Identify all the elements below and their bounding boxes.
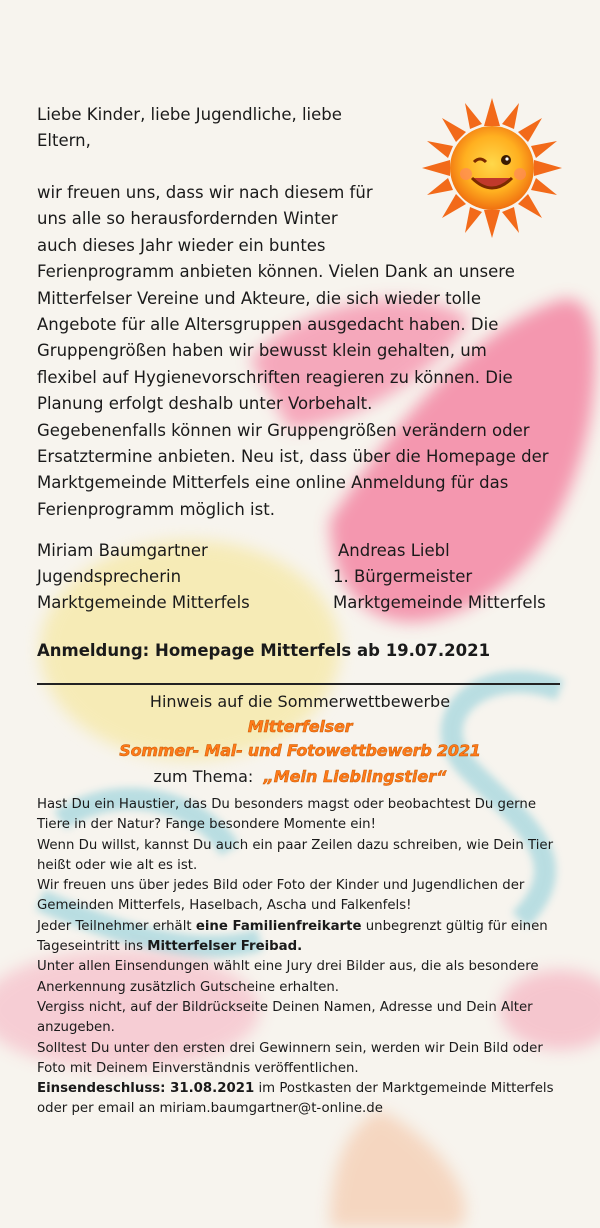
contest-line: Wenn Du willst, kannst Du auch ein paar Zeilen dazu schreiben, wie Dein Tier [37, 837, 554, 853]
signature-org: Marktgemeinde Mitterfels [333, 593, 546, 612]
contest-line: heißt oder wie alt es ist. [37, 857, 198, 873]
paragraph-line: Planung erfolgt deshalb unter Vorbehalt. [37, 394, 373, 414]
contest-line-text: Jeder Teilnehmer erhält [37, 918, 196, 934]
signature-left [37, 538, 250, 616]
contest-line-bold: eine Familienfreikarte [195, 918, 362, 934]
paragraph-line: auch dieses Jahr wieder ein buntes [37, 235, 326, 255]
contest-topic [0, 767, 600, 786]
paragraph-line: wir freuen uns, dass wir nach diesem für [37, 183, 373, 202]
paragraph-line: Ferienprogramm anbieten können. Vielen Dank an unsere [37, 262, 515, 282]
contest-line: anzugeben. [37, 1020, 115, 1036]
topic-title: „Mein Lieblingstier“ [263, 767, 447, 786]
contest-title-line1: Mitterfelser [247, 717, 353, 736]
contest-heading: Hinweis auf die Sommerwettbewerbe [149, 692, 451, 711]
contest-line [37, 917, 592, 937]
greeting-line: Liebe Kinder, liebe Jugendliche, liebe [37, 105, 342, 124]
contest-line-text: Tageseintritt ins [37, 939, 148, 955]
contest-line-bold: Einsendeschluss: 31.08.2021 [37, 1081, 255, 1097]
divider [37, 683, 560, 685]
contest-line: Solltest Du unter den ersten drei Gewinnern sein, werden wir Dein Bild oder [37, 1040, 543, 1056]
intro-paragraph [37, 180, 572, 523]
contest-line: Gemeinden Mitterfels, Haselbach, Ascha und Falkenfels! [37, 898, 412, 914]
signature-right [333, 538, 546, 616]
paragraph-line: Angebote für alle Altersgruppen ausgedacht haben. Die [37, 315, 499, 335]
paragraph-line: Gegebenenfalls können wir Gruppengrößen verändern oder [37, 420, 530, 440]
contest-line: Wir freuen uns über jedes Bild oder Foto der Kinder und Jugendlichen der [37, 878, 525, 894]
signature-role: 1. Bürgermeister [333, 567, 473, 586]
paragraph-line: Ferienprogramm möglich ist. [37, 499, 275, 519]
contest-line: Hast Du ein Haustier, das Du besonders magst oder beobachtest Du gerne [37, 797, 536, 812]
contest-line [37, 937, 592, 957]
contest-line: Anerkennung zusätzlich Gutscheine erhalten. [37, 979, 340, 995]
contest-line-text: im Postkasten der Marktgemeinde Mitterfels [254, 1081, 554, 1097]
contest-title-line2: Sommer- Mal- und Fotowettbewerb 2021 [119, 741, 481, 760]
contest-description [37, 795, 592, 1120]
paragraph-line: flexibel auf Hygienevorschriften reagieren zu können. Die [37, 367, 513, 387]
signature-role: Jugendsprecherin [37, 567, 182, 586]
paragraph-line: Mitterfelser Vereine und Akteure, die sich wieder tolle [37, 288, 481, 308]
registration-notice: Anmeldung: Homepage Mitterfels ab 19.07.2021 [37, 641, 491, 660]
paragraph-line: uns alle so herausfordernden Winter [37, 209, 338, 229]
paragraph-line: Marktgemeinde Mitterfels eine online Anmeldung für das [37, 473, 509, 493]
topic-prefix: zum Thema: [153, 767, 254, 786]
greeting-line: Eltern, [37, 131, 91, 150]
contest-line: Foto mit Deinem Einverständnis veröffentlichen. [37, 1060, 359, 1076]
greeting [37, 102, 367, 154]
contest-line: Tiere in der Natur? Fange besondere Momente ein! [37, 817, 376, 833]
contest-line-text: unbegrenzt gültig für einen [361, 918, 548, 934]
contest-line [37, 1079, 592, 1099]
contest-line-bold: Mitterfelser Freibad. [147, 939, 303, 955]
contest-line: Vergiss nicht, auf der Bildrückseite Deinen Namen, Adresse und Dein Alter [37, 999, 533, 1015]
signature-name: Andreas Liebl [338, 541, 450, 560]
paragraph-line: Ersatztermine anbieten. Neu ist, dass über die Homepage der [37, 447, 549, 467]
signature-name: Miriam Baumgartner [37, 541, 208, 560]
contest-line: Unter allen Einsendungen wählt eine Jury drei Bilder aus, die als besondere [37, 959, 539, 975]
paragraph-line: Gruppengrößen haben wir bewusst klein gehalten, um [37, 341, 487, 361]
contest-line: oder per email an miriam.baumgartner@t-online.de [37, 1101, 383, 1117]
signature-org: Marktgemeinde Mitterfels [37, 593, 250, 612]
